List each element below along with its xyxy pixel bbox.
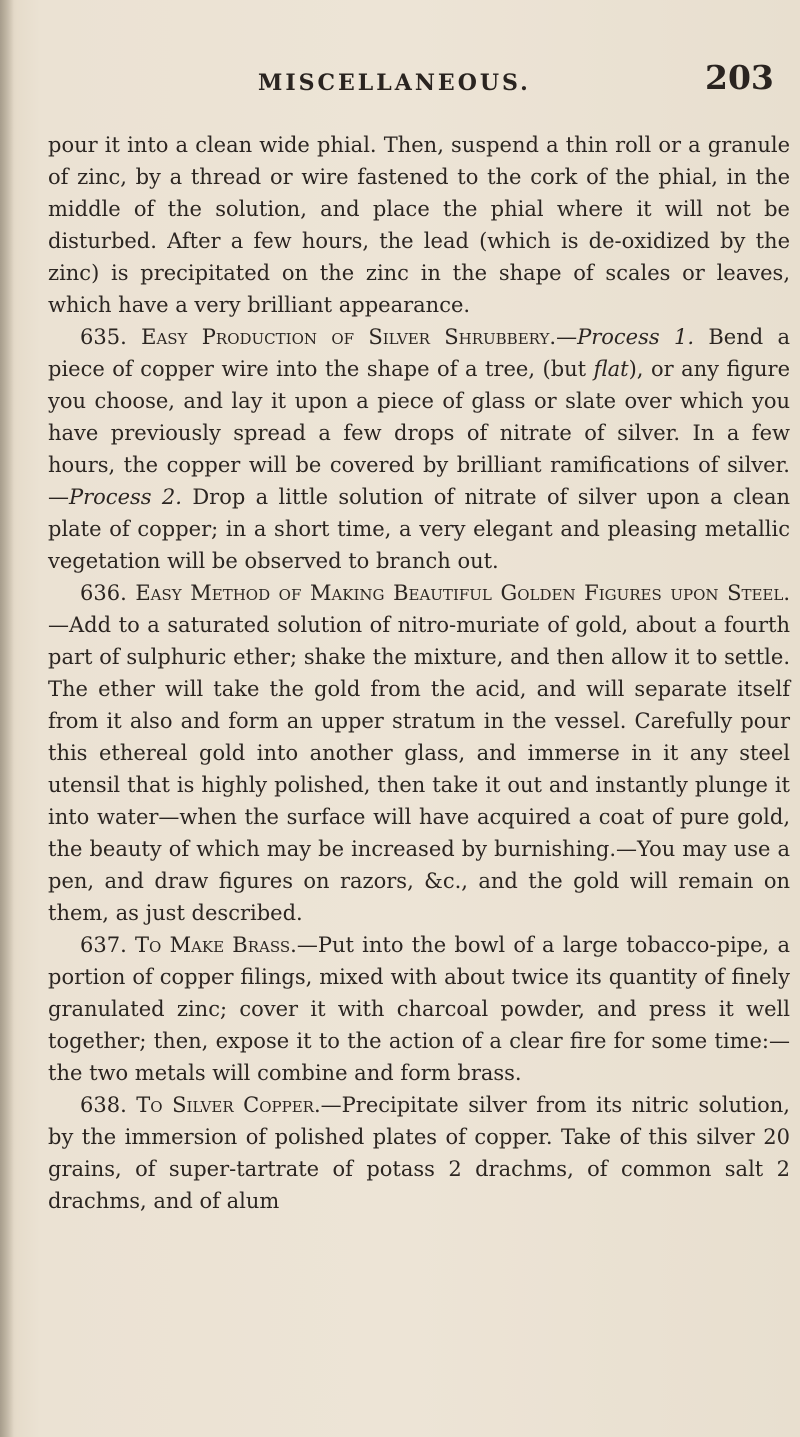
- italic-word: flat: [593, 357, 629, 381]
- paragraph-continuation: pour it into a clean wide phial. Then, suspend a thin roll or a granule of zinc, by a thread or wire fastened to the cork of the phial, in the middle of the solution, and place the phial where it will not be disturbed. After a few hours, the lead (which is de-oxidized by the zinc) is precipitated on the zinc in the shape of scales or leaves, which have a very brilliant appearance.: [48, 133, 790, 317]
- section-heading: Easy Method of Making Beautiful Golden Figures upon Steel.: [135, 581, 790, 605]
- paragraph-text: ), or any figure you choose, and lay it upon a piece of glass or slate over which you have previously spread a few drops of nitrate of silver. In a few hours, the copper will be covered by brilliant ramifications of silver.—: [48, 357, 790, 509]
- paragraph-638: [48, 1089, 790, 1217]
- section-heading: To Silver Copper.: [136, 1093, 321, 1117]
- running-head: MISCELLANEOUS.: [258, 70, 531, 96]
- heading-dash: —: [296, 933, 318, 957]
- page-header: [0, 56, 800, 106]
- paragraph-636: [48, 577, 790, 929]
- paragraph-text: Drop a little solution of nitrate of silver upon a clean plate of copper; in a short time, a very elegant and pleasing metallic vegetation will be observed to branch out.: [48, 485, 791, 573]
- section-heading: Easy Production of Silver Shrubbery.: [141, 325, 557, 349]
- page-gutter-shadow: [0, 0, 14, 1437]
- section-number: 635.: [80, 325, 127, 349]
- paragraph-text: Add to a saturated solution of nitro-muriate of gold, about a fourth part of sulphuric ether; shake the mixture, and then allow it to settle. The ether will take the gold from the acid, and will separate itself from it also and form an upper stratum in the vessel. Carefully pour this ethereal gold into another glass, and immerse in it any steel utensil that is highly polished, then take it out and instantly plunge it into water—when the surface will have acquired a coat of pure gold, the beauty of which may be increased by burnishing.—You may use a pen, and draw figures on razors, &c., and the gold will remain on them, as just described.: [48, 613, 790, 925]
- paragraph-text: Put into the bowl of a large tobacco-pipe, a portion of copper filings, mixed with about twice its quantity of finely granulated zinc; cover it with charcoal powder, and press it well together; then, expose it to the action of a clear fire for some time:—the two metals will combine and form brass.: [48, 933, 790, 1085]
- paragraph-637: [48, 929, 790, 1089]
- process-label: Process 2.: [69, 485, 182, 509]
- section-heading: To Make Brass.: [135, 933, 297, 957]
- heading-dash: —: [48, 613, 69, 637]
- section-number: 636.: [80, 581, 127, 605]
- process-label: Process 1.: [577, 325, 694, 349]
- page-number: 203: [705, 58, 774, 97]
- heading-dash: —: [556, 325, 578, 349]
- paragraph-635: [48, 321, 790, 577]
- section-number: 638.: [80, 1093, 127, 1117]
- body-text: [48, 129, 790, 1217]
- paragraph-text: Bend a piece of copper wire into the shape of a tree, (but: [48, 325, 791, 381]
- section-number: 637.: [80, 933, 127, 957]
- paragraph-text: Precipitate silver from its nitric solution, by the immersion of polished plates of copper. Take of this silver 20 grains, of super-tartrate of potass 2 drachms, of common salt 2 drachms, and of alum: [48, 1093, 790, 1213]
- heading-dash: —: [320, 1093, 342, 1117]
